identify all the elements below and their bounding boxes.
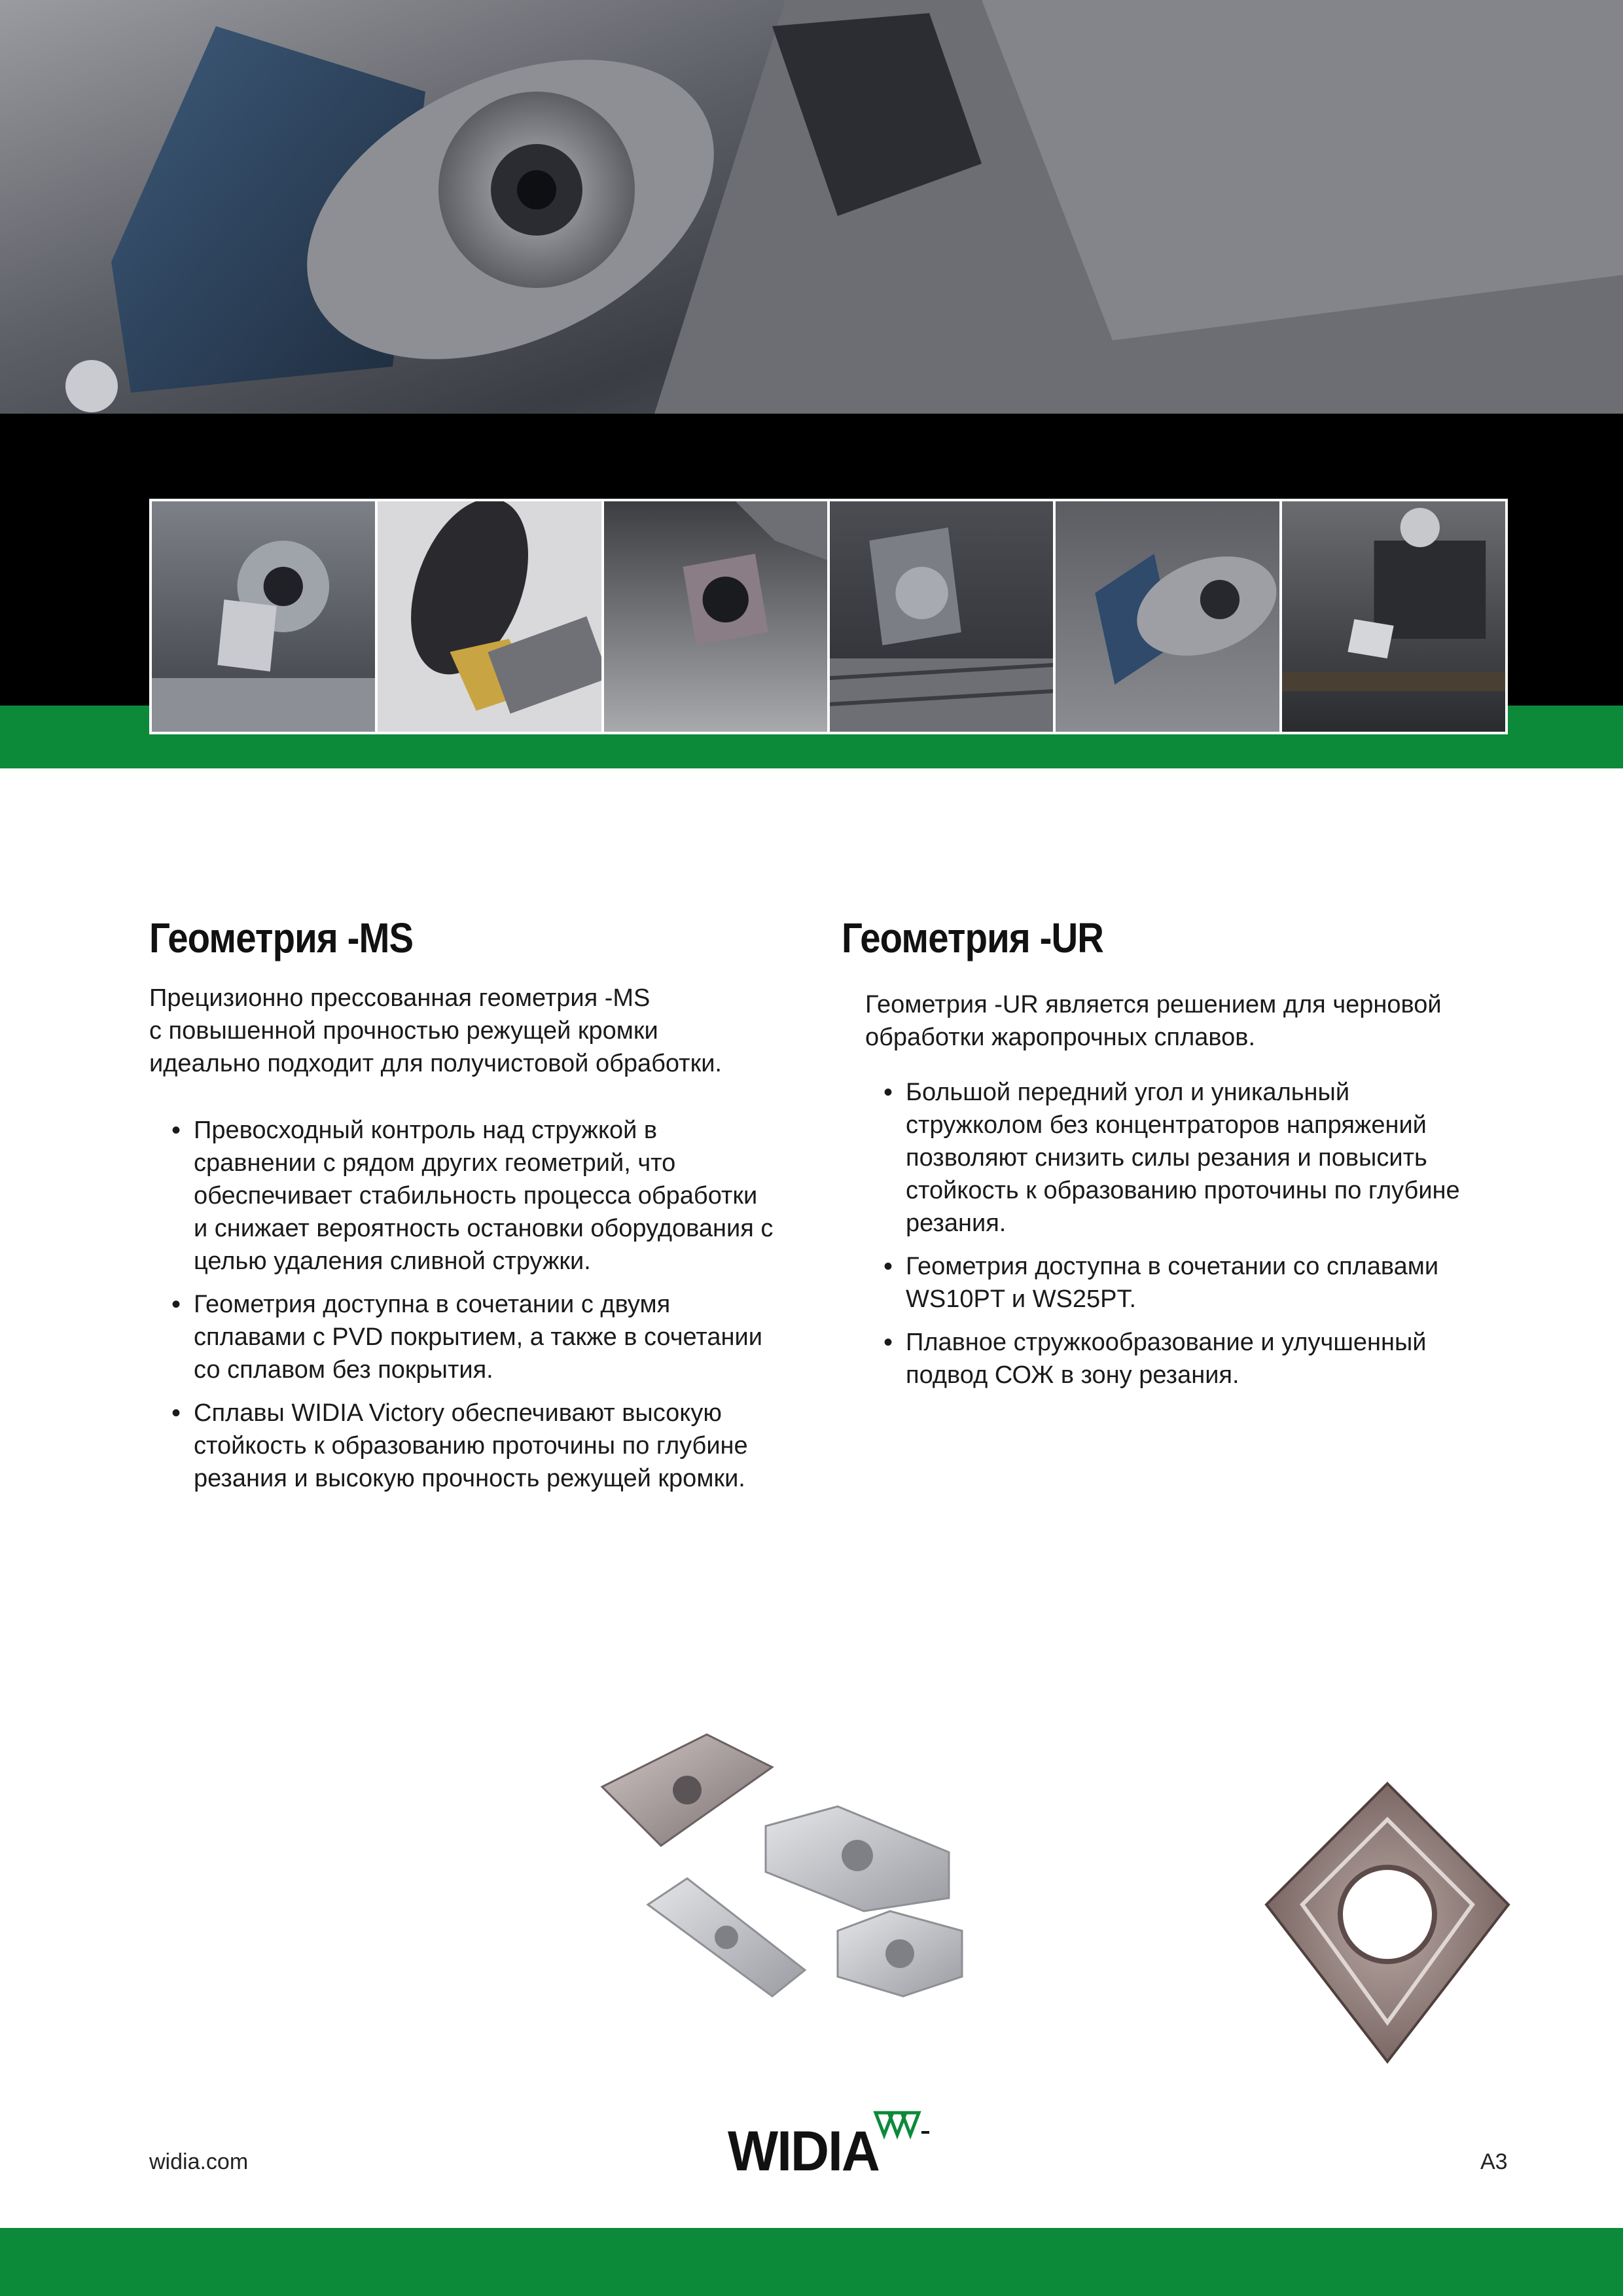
ms-inserts-image — [576, 1715, 995, 2022]
page-number: A3 — [1480, 2149, 1508, 2174]
website-link[interactable]: widia.com — [149, 2149, 249, 2174]
thumbnail-6 — [1282, 501, 1505, 732]
hero-insert-illustration — [0, 0, 1623, 414]
ur-insert-image — [1257, 1774, 1518, 2068]
thumbnail-5 — [1056, 501, 1279, 732]
ms-geometry-intro: Прецизионно прессованная геометрия -MS с повышенной прочностью режущей кромки идеально подходит для получистовой обработки. — [149, 984, 722, 1077]
ur-bullet-1: • Большой передний угол и уникальный стружколом без концентраторов напряжений позволяют снизить силы резания и повысить стойкость к образованию проточины по глубине резания. — [883, 1076, 1512, 1240]
bottom-green-bar — [0, 2228, 1623, 2296]
thumbnail-2 — [378, 501, 601, 732]
thumbnail-strip — [149, 499, 1508, 734]
thumbnail-1 — [152, 501, 375, 732]
ms-bullet-3: • Сплавы WIDIA Victory обеспечивают высокую стойкость к образованию проточины по глубине резания и высокую прочность режущей кромки. — [171, 1397, 826, 1495]
ms-geometry-bullets — [171, 1114, 826, 1505]
widia-logo-mark-icon — [873, 2109, 932, 2155]
ur-geometry-intro: Геометрия -UR является решением для черновой обработки жаропрочных сплавов. — [865, 991, 1442, 1051]
ur-bullet-3: • Плавное стружкообразование и улучшенный подвод СОЖ в зону резания. — [883, 1326, 1512, 1391]
widia-logo — [728, 2101, 924, 2183]
ur-geometry-bullets — [883, 1076, 1512, 1402]
ms-geometry-title: Геометрия -MS — [149, 914, 414, 961]
thumbnail-3 — [604, 501, 827, 732]
ur-geometry-title: Геометрия -UR — [842, 914, 1104, 961]
ms-bullet-1: • Превосходный контроль над стружкой в сравнении с рядом других геометрий, что обеспечивает стабильность процесса обработки и снижает вероятность остановки оборудования с целью удаления сливной стружки. — [171, 1114, 826, 1278]
thumbnail-4 — [830, 501, 1053, 732]
hero-photo — [0, 0, 1623, 414]
ur-bullet-2: • Геометрия доступна в сочетании со сплавами WS10PT и WS25PT. — [883, 1250, 1512, 1316]
ms-bullet-2: • Геометрия доступна в сочетании с двумя сплавами с PVD покрытием, а также в сочетании со сплавом без покрытия. — [171, 1288, 826, 1386]
widia-logo-text: WIDIA — [728, 2120, 880, 2183]
